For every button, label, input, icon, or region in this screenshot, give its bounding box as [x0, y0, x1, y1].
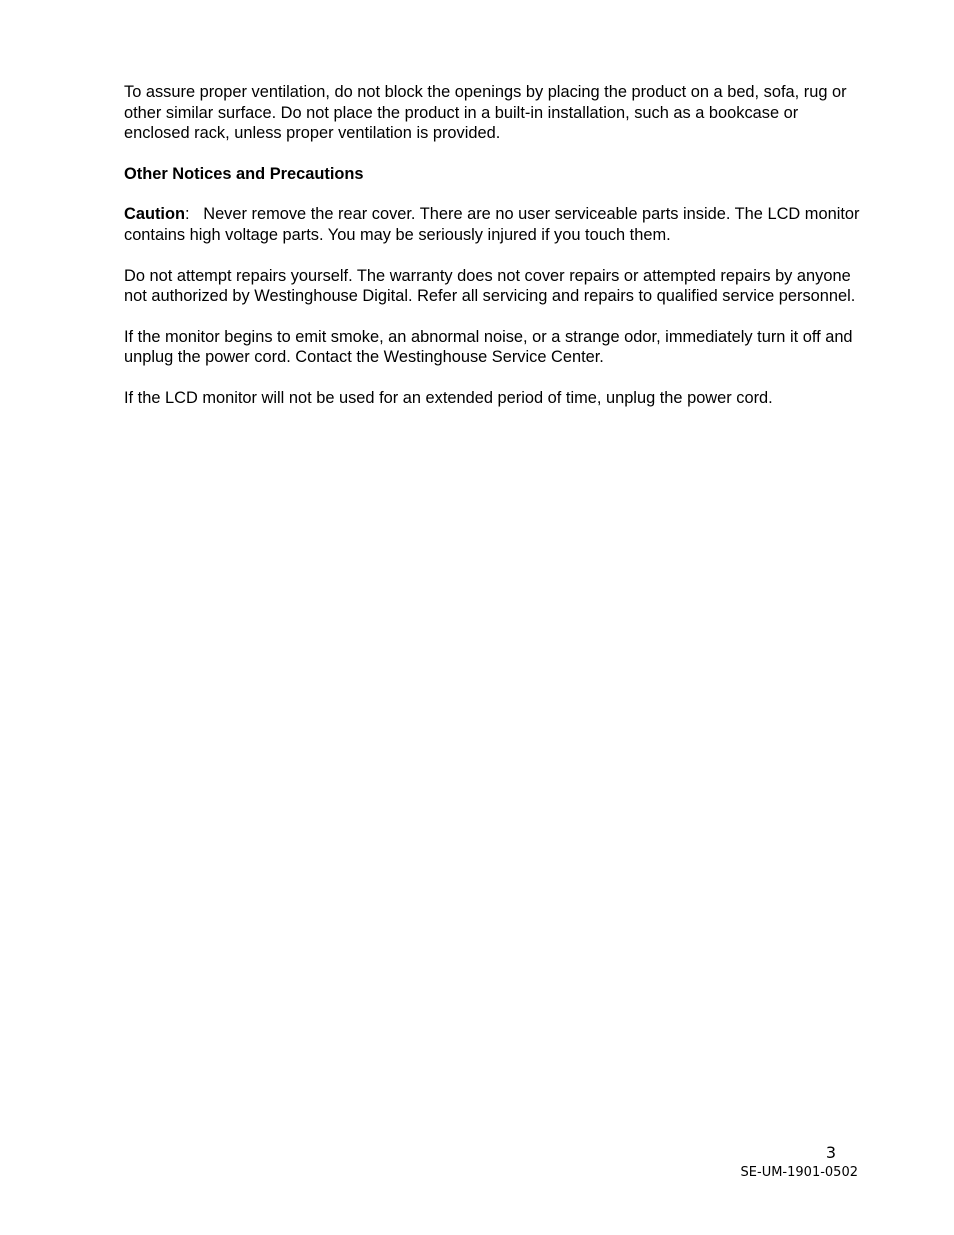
- caution-text: : Never remove the rear cover. There are no user serviceable parts inside. The LCD monitor contains high voltage parts. You may be seriously injured if you touch them.: [124, 205, 865, 244]
- page-footer: [741, 1143, 858, 1182]
- unused-paragraph: If the LCD monitor will not be used for an extended period of time, unplug the power cord.: [124, 388, 773, 407]
- repairs-paragraph: Do not attempt repairs yourself. The warranty does not cover repairs or attempted repairs by anyone not authorized by Westinghouse Digital. Refer all servicing and repairs to qualified service personnel.: [124, 266, 856, 306]
- page-body: [124, 82, 864, 429]
- caution-label: Caution: [124, 205, 186, 224]
- smoke-paragraph: If the monitor begins to emit smoke, an abnormal noise, or a strange odor, immediately turn it off and unplug the power cord. Contact the Westinghouse Service Center.: [124, 327, 853, 367]
- section-heading: Other Notices and Precautions: [124, 164, 364, 183]
- caution-paragraph: [124, 204, 864, 245]
- document-code: SE-UM-1901-0502: [740, 1165, 858, 1180]
- ventilation-paragraph: To assure proper ventilation, do not block the openings by placing the product on a bed, sofa, rug or other similar surface. Do not place the product in a built-in installation, such as a bookcase or enclosed rack, unless proper ventilation is provided.: [124, 83, 847, 143]
- page-number: 3: [825, 1143, 836, 1162]
